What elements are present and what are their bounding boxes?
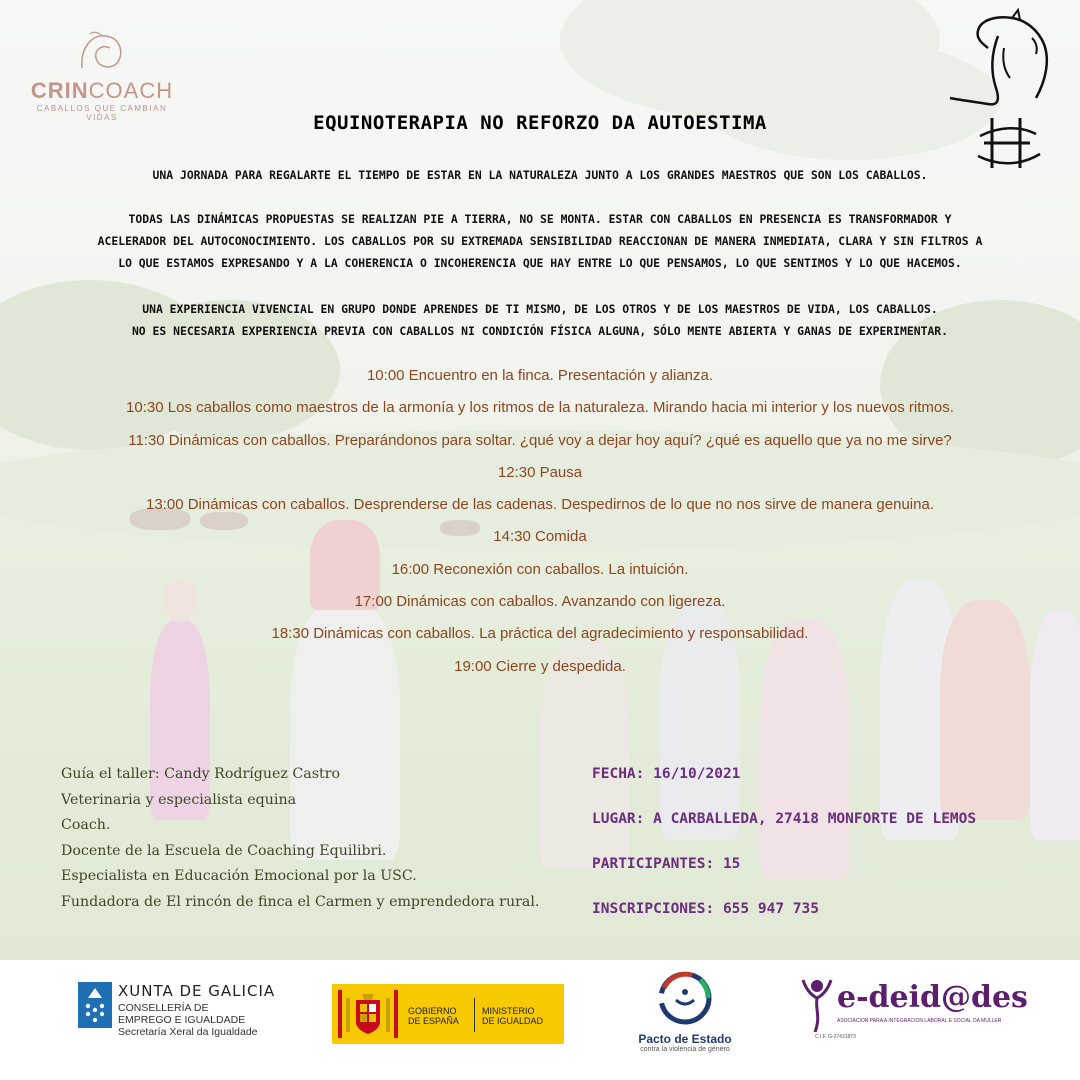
xunta-emblem-icon (78, 982, 112, 1028)
event-info (592, 762, 976, 942)
schedule-item: 12:30 Pausa (497, 463, 583, 481)
event-participants: PARTICIPANTES: 15 (592, 856, 741, 872)
crincoach-logo (22, 28, 182, 122)
schedule-item: 17:00 Dinámicas con caballos. Avanzando con ligereza. (354, 593, 726, 611)
schedule-item: 10:30 Los caballos como maestros de la armonía y los ritmos de la naturaleza. Mirando hacia mi interior y los nuevos ritmos. (126, 399, 954, 417)
intro-line: UNA EXPERIENCIA VIVENCIAL EN GRUPO DONDE APRENDES DE TI MISMO, DE LOS OTROS Y DE LOS MAESTROS DE VIDA, LOS CABALLOS. (142, 302, 938, 316)
intro-paragraph-2 (20, 208, 1060, 274)
event-registration: INSCRIPCIONES: 655 947 735 (592, 901, 819, 917)
horse-head-monogram-icon (940, 8, 1065, 178)
guide-line: Docente de la Escuela de Coaching Equilibri. (61, 842, 387, 859)
schedule-item: 10:00 Encuentro en la finca. Presentación y alianza. (366, 367, 714, 384)
page-title: EQUINOTERAPIA NO REFORZO DA AUTOESTIMA (313, 112, 767, 134)
guide-line: Veterinaria y especialista equina (61, 791, 297, 808)
intro-line: LO QUE ESTAMOS EXPRESANDO Y A LA COHERENCIA O INCOHERENCIA QUE HAY ENTRE LO QUE PENSAMOS, LO QUE SENTIMOS Y LO QUE HACEMOS. (118, 256, 962, 270)
schedule-item: 11:30 Dinámicas con caballos. Preparándonos para soltar. ¿qué voy a dejar hoy aquí? ¿qué es aquello que ya no me sirve? (128, 431, 952, 449)
brand-name: CRINCOACH (30, 78, 174, 103)
gobierno-espana-logo: GOBIERNO DE ESPAÑA MINISTERIO DE IGUALDAD (332, 984, 564, 1044)
schedule-item: 14:30 Comida (493, 528, 587, 546)
intro-line: NO ES NECESARIA EXPERIENCIA PREVIA CON CABALLOS NI CONDICIÓN FÍSICA ALGUNA, SÓLO MENTE ABIERTA Y GANAS DE EXPERIMENTAR. (131, 324, 949, 338)
brand-tagline: CABALLOS QUE CAMBIAN VIDAS (36, 104, 168, 122)
horse-swirl-icon (72, 28, 132, 74)
pacto-de-estado-logo: Pacto de Estado contra la violencia de género (625, 970, 745, 1053)
schedule-item: 16:00 Reconexión con caballos. La intuición. (391, 560, 689, 578)
intro-line: UNA JORNADA PARA REGALARTE EL TIEMPO DE ESTAR EN LA NATURALEZA JUNTO A LOS GRANDES MAESTROS QUE SON LOS CABALLOS. (152, 168, 928, 182)
pacto-smile-icon (652, 970, 718, 1026)
schedule-item: 18:30 Dinámicas con caballos. La práctica del agradecimiento y responsabilidad. (271, 625, 809, 643)
guide-line: Coach. (61, 817, 111, 834)
woman-figure-icon (797, 976, 837, 1036)
sponsor-footer: XUNTA DE GALICIA CONSELLERÍA DE EMPREGO E IGUALDADE Secretaría Xeral da Igualdade GOBIERNO DE ESPAÑA MINISTERIO DE IGUALDAD Pacto de Estado contra la violencia de género e-deid@des ASOCIACION PARA A INTEGRACION LABORAL E SOCIAL DA MULLER C.I.F. G-27431873 (0, 960, 1080, 1080)
intro-line: TODAS LAS DINÁMICAS PROPUESTAS SE REALIZAN PIE A TIERRA, NO SE MONTA. ESTAR CON CABALLOS EN PRESENCIA ES TRANSFORMADOR Y (128, 212, 952, 226)
intro-paragraph-1 (20, 164, 1060, 186)
event-date: FECHA: 16/10/2021 (592, 766, 741, 782)
event-location: LUGAR: A CARBALLEDA, 27418 MONFORTE DE LEMOS (592, 811, 977, 827)
spain-coat-of-arms-icon (338, 990, 398, 1038)
guide-block (61, 762, 539, 916)
schedule-item: 13:00 Dinámicas con caballos. Desprenderse de las cadenas. Despedirnos de lo que no nos sirve de manera genuina. (146, 496, 934, 514)
intro-paragraph-3 (20, 298, 1060, 342)
schedule-list (0, 364, 1080, 687)
schedule-item: 19:00 Cierre y despedida. (454, 657, 626, 675)
guide-line: Fundadora de El rincón de finca el Carmen y emprendedora rural. (61, 893, 540, 910)
intro-line: ACELERADOR DEL AUTOCONOCIMIENTO. LOS CABALLOS POR SU EXTREMADA SENSIBILIDAD REACCIONAN DE MANERA INMEDIATA, CLARA Y SIN FILTROS A (97, 234, 983, 248)
guide-line: Guía el taller: Candy Rodríguez Castro (61, 766, 341, 782)
edeidades-logo: e-deid@des ASOCIACION PARA A INTEGRACION LABORAL E SOCIAL DA MULLER C.I.F. G-27431873 (793, 974, 1013, 1050)
guide-line: Especialista en Educación Emocional por la USC. (61, 868, 417, 885)
